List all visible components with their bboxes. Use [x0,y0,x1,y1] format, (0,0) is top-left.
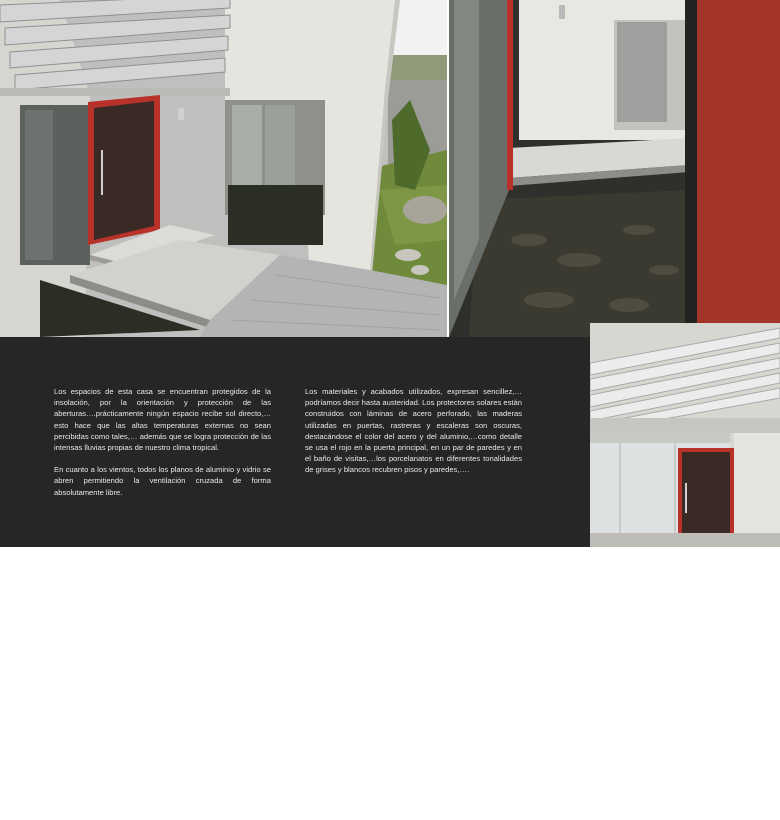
entrance-photo-illustration [0,0,447,337]
entrance-photo [0,0,447,337]
text-column-right [305,386,522,487]
paragraph-ventilation: En cuanto a los vientos, todos los planos de aluminio y vidrio se abren permitiendo la ventilación cruzada de forma absolutamente libre. [54,465,271,497]
text-panel [0,337,590,547]
facade-illustration [590,323,780,547]
text-column-left [54,386,271,509]
pool-corridor-illustration [449,0,780,337]
paragraph-sun-protection: Los espacios de esta casa se encuentran protegidos de la insolación, por la orientación y protección de las aberturas….prácticamente ningún espacio recibe sol directo,…esto hace que las altas temperaturas externas no sean percibidas como tales,… además que se logra protección de las intensas lluvias propias de nuestro clima tropical. [54,387,271,453]
pool-corridor-photo [449,0,780,337]
facade-photo [590,323,780,547]
paragraph-materials: Los materiales y acabados utilizados, expresan sencillez,…podríamos decir hasta austeridad. Los protectores solares están construidos con láminas de acero perforado, las maderas utilizadas en puertas, rastreras y escaleras son oscuras, destacándose el color del acero y del aluminio,…como detalle se usa el rojo en la puerta principal, en un par de paredes y en el baño de visitas,…los porcelanatos en diferentes tonalidades de grises y blancos recubren pisos y paredes,…. [305,387,522,475]
